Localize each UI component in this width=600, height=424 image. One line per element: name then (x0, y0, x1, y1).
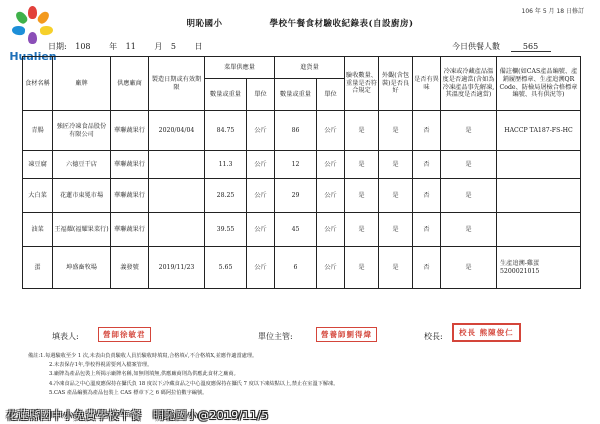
cell-brand: 花蓮市東冕市場 (53, 179, 111, 213)
principal-label: 校長: (424, 332, 443, 341)
date-year: 108 (75, 42, 91, 51)
col-order-unit: 單位 (247, 79, 275, 111)
cell-check-qty: 是 (345, 179, 379, 213)
cell-note (497, 213, 581, 247)
cell-check-valid: 否 (413, 111, 441, 151)
cell-check-qty: 是 (345, 111, 379, 151)
date-day: 5 (170, 42, 176, 51)
table-row (23, 151, 581, 179)
cell-check-temp: 是 (441, 213, 497, 247)
cell-check-pack: 是 (379, 213, 413, 247)
note-line: 3.廠牌為產品包裝上所揭示廠牌名稱,如無則填無,供應廠商則為供應此食材之廠商。 (49, 371, 239, 378)
notes-block (28, 352, 588, 398)
acceptance-table (22, 56, 581, 289)
principal-stamp: 校長 熊陳俊仁 (452, 323, 521, 342)
cell-arrive-qty: 29 (275, 179, 317, 213)
cell-check-temp: 是 (441, 179, 497, 213)
cell-brand: 坤盛畜牧場 (53, 247, 111, 289)
cell-name: 凍豆腐 (23, 151, 53, 179)
page-title (0, 17, 600, 29)
cell-date (149, 213, 205, 247)
table-row (23, 247, 581, 289)
cell-check-qty: 是 (345, 213, 379, 247)
cell-arrive-qty: 6 (275, 247, 317, 289)
logo-petal-purple (28, 32, 37, 44)
note-line: 5.CAS 產品編號為產品包裝上 CAS 標章下之 6 碼阿拉伯數字編號。 (49, 389, 208, 396)
cell-arrive-unit: 公斤 (317, 247, 345, 289)
cell-vendor: 義發號 (111, 247, 149, 289)
cell-check-valid: 否 (413, 179, 441, 213)
table-row (23, 213, 581, 247)
cell-arrive-unit: 公斤 (317, 151, 345, 179)
cell-note: 生產追溯-雞蛋 5200021015 (497, 247, 581, 289)
cell-arrive-qty: 12 (275, 151, 317, 179)
cell-arrive-qty: 45 (275, 213, 317, 247)
date-label: 日期: (48, 42, 67, 51)
cell-name: 青腸 (23, 111, 53, 151)
col-order-group: 菜單供應量 (205, 57, 275, 79)
cell-order-qty: 28.25 (205, 179, 247, 213)
date-line (48, 41, 209, 52)
cell-check-valid: 否 (413, 247, 441, 289)
date-day-unit: 日 (194, 42, 203, 51)
cell-check-temp: 是 (441, 111, 497, 151)
supply-label: 今日供餐人數 (452, 42, 500, 51)
school-name: 明恥國小 (186, 19, 223, 29)
cell-check-pack: 是 (379, 151, 413, 179)
cell-order-unit: 公斤 (247, 179, 275, 213)
cell-note: HACCP TA187-FS-HC (497, 111, 581, 151)
col-check-valid: 是否有異味 (413, 57, 441, 111)
cell-check-valid: 否 (413, 213, 441, 247)
note-line: 4.冷凍食品之中心溫度應保持在攝氏負 18 度以下;冷藏食品之中心溫度應保持在攝氏 7 度以下凍結點以上,禁止在室溫下解凍。 (49, 380, 339, 387)
cell-order-qty: 5.65 (205, 247, 247, 289)
cell-arrive-unit: 公斤 (317, 213, 345, 247)
cell-check-temp: 是 (441, 247, 497, 289)
note-line: 備註:1.每週驗收至少 1 次,未表由負責驗收人員於驗收時填寫,合格填√,不合格填X,並應作適當處理。 (28, 353, 258, 359)
table-row (23, 179, 581, 213)
cell-arrive-unit: 公斤 (317, 179, 345, 213)
unit-supervisor-stamp: 營養師劉得煒 (316, 327, 377, 342)
cell-date: 2019/11/23 (149, 247, 205, 289)
cell-check-qty: 是 (345, 151, 379, 179)
col-check-qty: 驗收數量、重量是否符合規定 (345, 57, 379, 111)
cell-order-qty: 84.75 (205, 111, 247, 151)
cell-order-unit: 公斤 (247, 151, 275, 179)
cell-check-temp: 是 (441, 151, 497, 179)
col-vendor: 供應廠商 (111, 57, 149, 111)
cell-name: 油菜 (23, 213, 53, 247)
cell-check-qty: 是 (345, 247, 379, 289)
cell-vendor: 華聯蔬果行 (111, 151, 149, 179)
cell-vendor: 華聯蔬果行 (111, 179, 149, 213)
col-arrive-qty: 數量或重量 (275, 79, 317, 111)
cell-check-pack: 是 (379, 179, 413, 213)
cell-arrive-unit: 公斤 (317, 111, 345, 151)
cell-check-valid: 否 (413, 151, 441, 179)
col-check-temp: 冷凍或冷藏產品溫度是否適當(含如為冷凍產品事先解凍,其溫度是否適當) (441, 57, 497, 111)
cell-name: 大白菜 (23, 179, 53, 213)
cell-date (149, 179, 205, 213)
cell-arrive-qty: 86 (275, 111, 317, 151)
unit-supervisor-label: 單位主管: (258, 332, 293, 341)
date-year-unit: 年 (109, 42, 118, 51)
cell-order-unit: 公斤 (247, 247, 275, 289)
filler-label: 填表人: (52, 332, 79, 341)
filler-stamp: 營師徐敏君 (98, 327, 151, 342)
cell-brand: 六德豆干店 (53, 151, 111, 179)
cell-note (497, 179, 581, 213)
cell-date: 2020/04/04 (149, 111, 205, 151)
cell-order-qty: 39.55 (205, 213, 247, 247)
col-arrive-unit: 單位 (317, 79, 345, 111)
cell-order-unit: 公斤 (247, 213, 275, 247)
note-line: 2.未表保存1年,學校得視需要列入檔案管理。 (49, 362, 153, 369)
cell-vendor: 華聯蔬果行 (111, 213, 149, 247)
cell-note (497, 151, 581, 179)
supply-count: 565 (511, 42, 551, 52)
cell-vendor: 華聯蔬果行 (111, 111, 149, 151)
col-arrive-group: 進貨量 (275, 57, 345, 79)
cell-date (149, 151, 205, 179)
cell-check-pack: 是 (379, 111, 413, 151)
col-dates: 製造日期或有效期限 (149, 57, 205, 111)
table-row (23, 111, 581, 151)
col-food-name: 食材名稱 (23, 57, 53, 111)
cell-order-qty: 11.3 (205, 151, 247, 179)
date-month: 11 (125, 42, 136, 51)
revision-date: 106 年 5 月 18 日修訂 (521, 8, 584, 15)
date-month-unit: 月 (154, 42, 163, 51)
footer-caption: 花蓮縣國中小免費學校午餐 明恥國小@2019/11/5 (6, 409, 269, 422)
form-title: 學校午餐食材驗收紀錄表(自設廚房) (269, 19, 414, 29)
cell-name: 蛋 (23, 247, 53, 289)
supply-count-line (452, 41, 551, 52)
cell-brand: 強匠冷凍食品股份有限公司 (53, 111, 111, 151)
col-check-pack: 外觀(含包裝)是否良好 (379, 57, 413, 111)
col-brand: 廠牌 (53, 57, 111, 111)
cell-brand: 王福耀(福耀果菜行) (53, 213, 111, 247)
col-order-qty: 數量或重量 (205, 79, 247, 111)
cell-check-pack: 是 (379, 247, 413, 289)
logo-text: Hualien (9, 50, 57, 63)
cell-order-unit: 公斤 (247, 111, 275, 151)
col-note: 備註欄(如CAS產品編號、產銷履歷標章、生產追溯QR Code、防檢局屠檢合格標章編號、具有供況等) (497, 57, 581, 111)
